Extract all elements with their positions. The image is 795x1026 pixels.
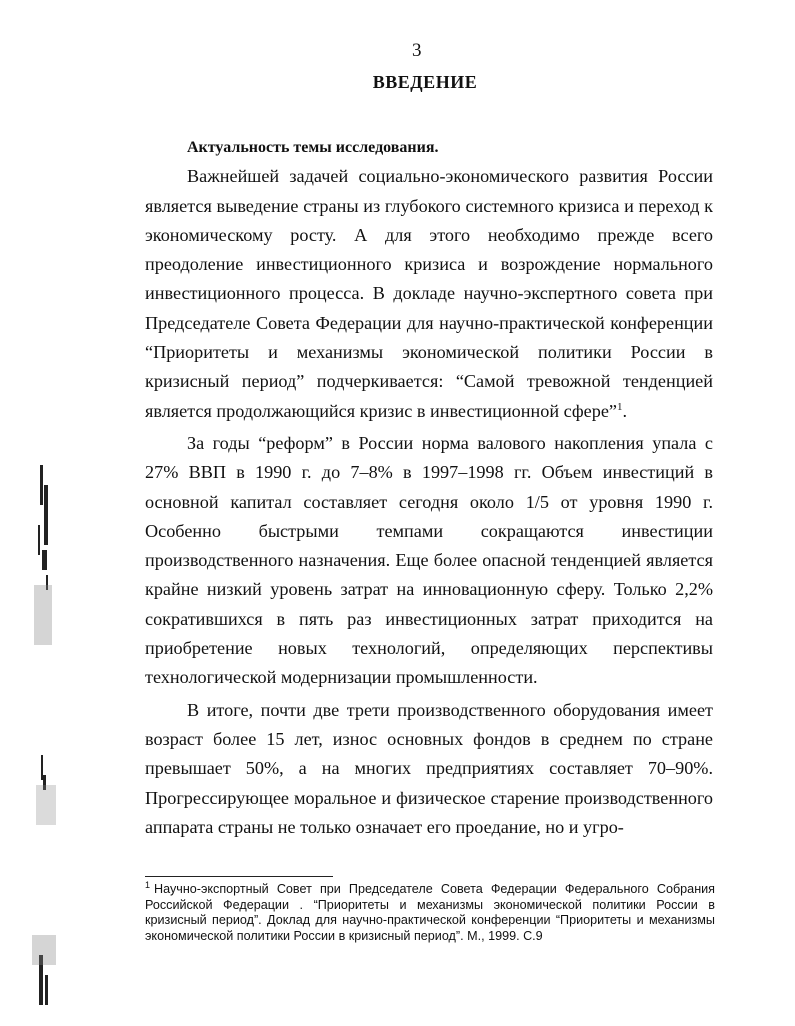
paragraph-1-text: Важнейшей задачей социально-экономического развития России является выведение страны из глубокого системного кризиса и переход к экономическому росту. А для этого необходимо прежде всего преодоление инвестиционного кризиса и возрождение нормального инвестиционного процесса. В докладе научно-экспертного совета при Председателе Совета Федерации для научно-практической конференции “Приоритеты и механизмы экономической политики России в кризисный период” подчеркивается: “Самой тревожной тенденцией является продолжающийся кризис в инвестиционной сфере” <box>145 166 713 421</box>
scan-noise-graphic <box>30 455 56 1015</box>
page-number: 3 <box>412 40 422 61</box>
footnote-marker: 1 <box>145 879 151 890</box>
paragraph-2: За годы “реформ” в России норма валового накопления упала с 27% ВВП в 1990 г. до 7–8% в 1997–1998 гг. Объем инвестиций в основной капитал составляет сегодня около 1/5 от уровня 1990 г. Особенно быстрыми темпами сокращаются инвестиции производственного назначения. Еще более опасной тенденцией является крайне низкий уровень затрат на инновационную сферу. Только 2,2% сократившихся в пять раз инвестиционных затрат приходится на приобретение новых технологий, определяющих перспективы технологической модернизации промышленности. <box>145 432 713 688</box>
paragraph-3: В итоге, почти две трети производственного оборудования имеет возраст более 15 лет, износ основных фондов в среднем по стране превышает 50%, а на многих предприятиях составляет 70–90%. Прогрессирующее моральное и физическое старение производственного аппарата страны не только означает его проедание, но и угро- <box>145 699 713 837</box>
body-text <box>145 133 713 844</box>
scan-edge-artifact <box>30 455 56 1015</box>
paragraph-1-tail: . <box>622 400 628 421</box>
footnote-text: Научно-экспортный Совет при Председателе Совета Федерации Федерального Собрания Российской Федерации . “Приоритеты и механизмы экономической политики России в кризисный период”. Доклад для научно-практической конференции “Приоритеты и механизмы экономической политики России в кризисный период”. М., 1999. С.9 <box>145 882 715 943</box>
section-subheading: Актуальность темы исследования. <box>187 139 439 156</box>
paragraph-1 <box>145 162 713 426</box>
footnote-reference: 1 <box>617 400 623 413</box>
footnote-divider <box>145 876 333 877</box>
page-heading: ВВЕДЕНИЕ <box>372 72 478 92</box>
footnote <box>145 879 715 944</box>
